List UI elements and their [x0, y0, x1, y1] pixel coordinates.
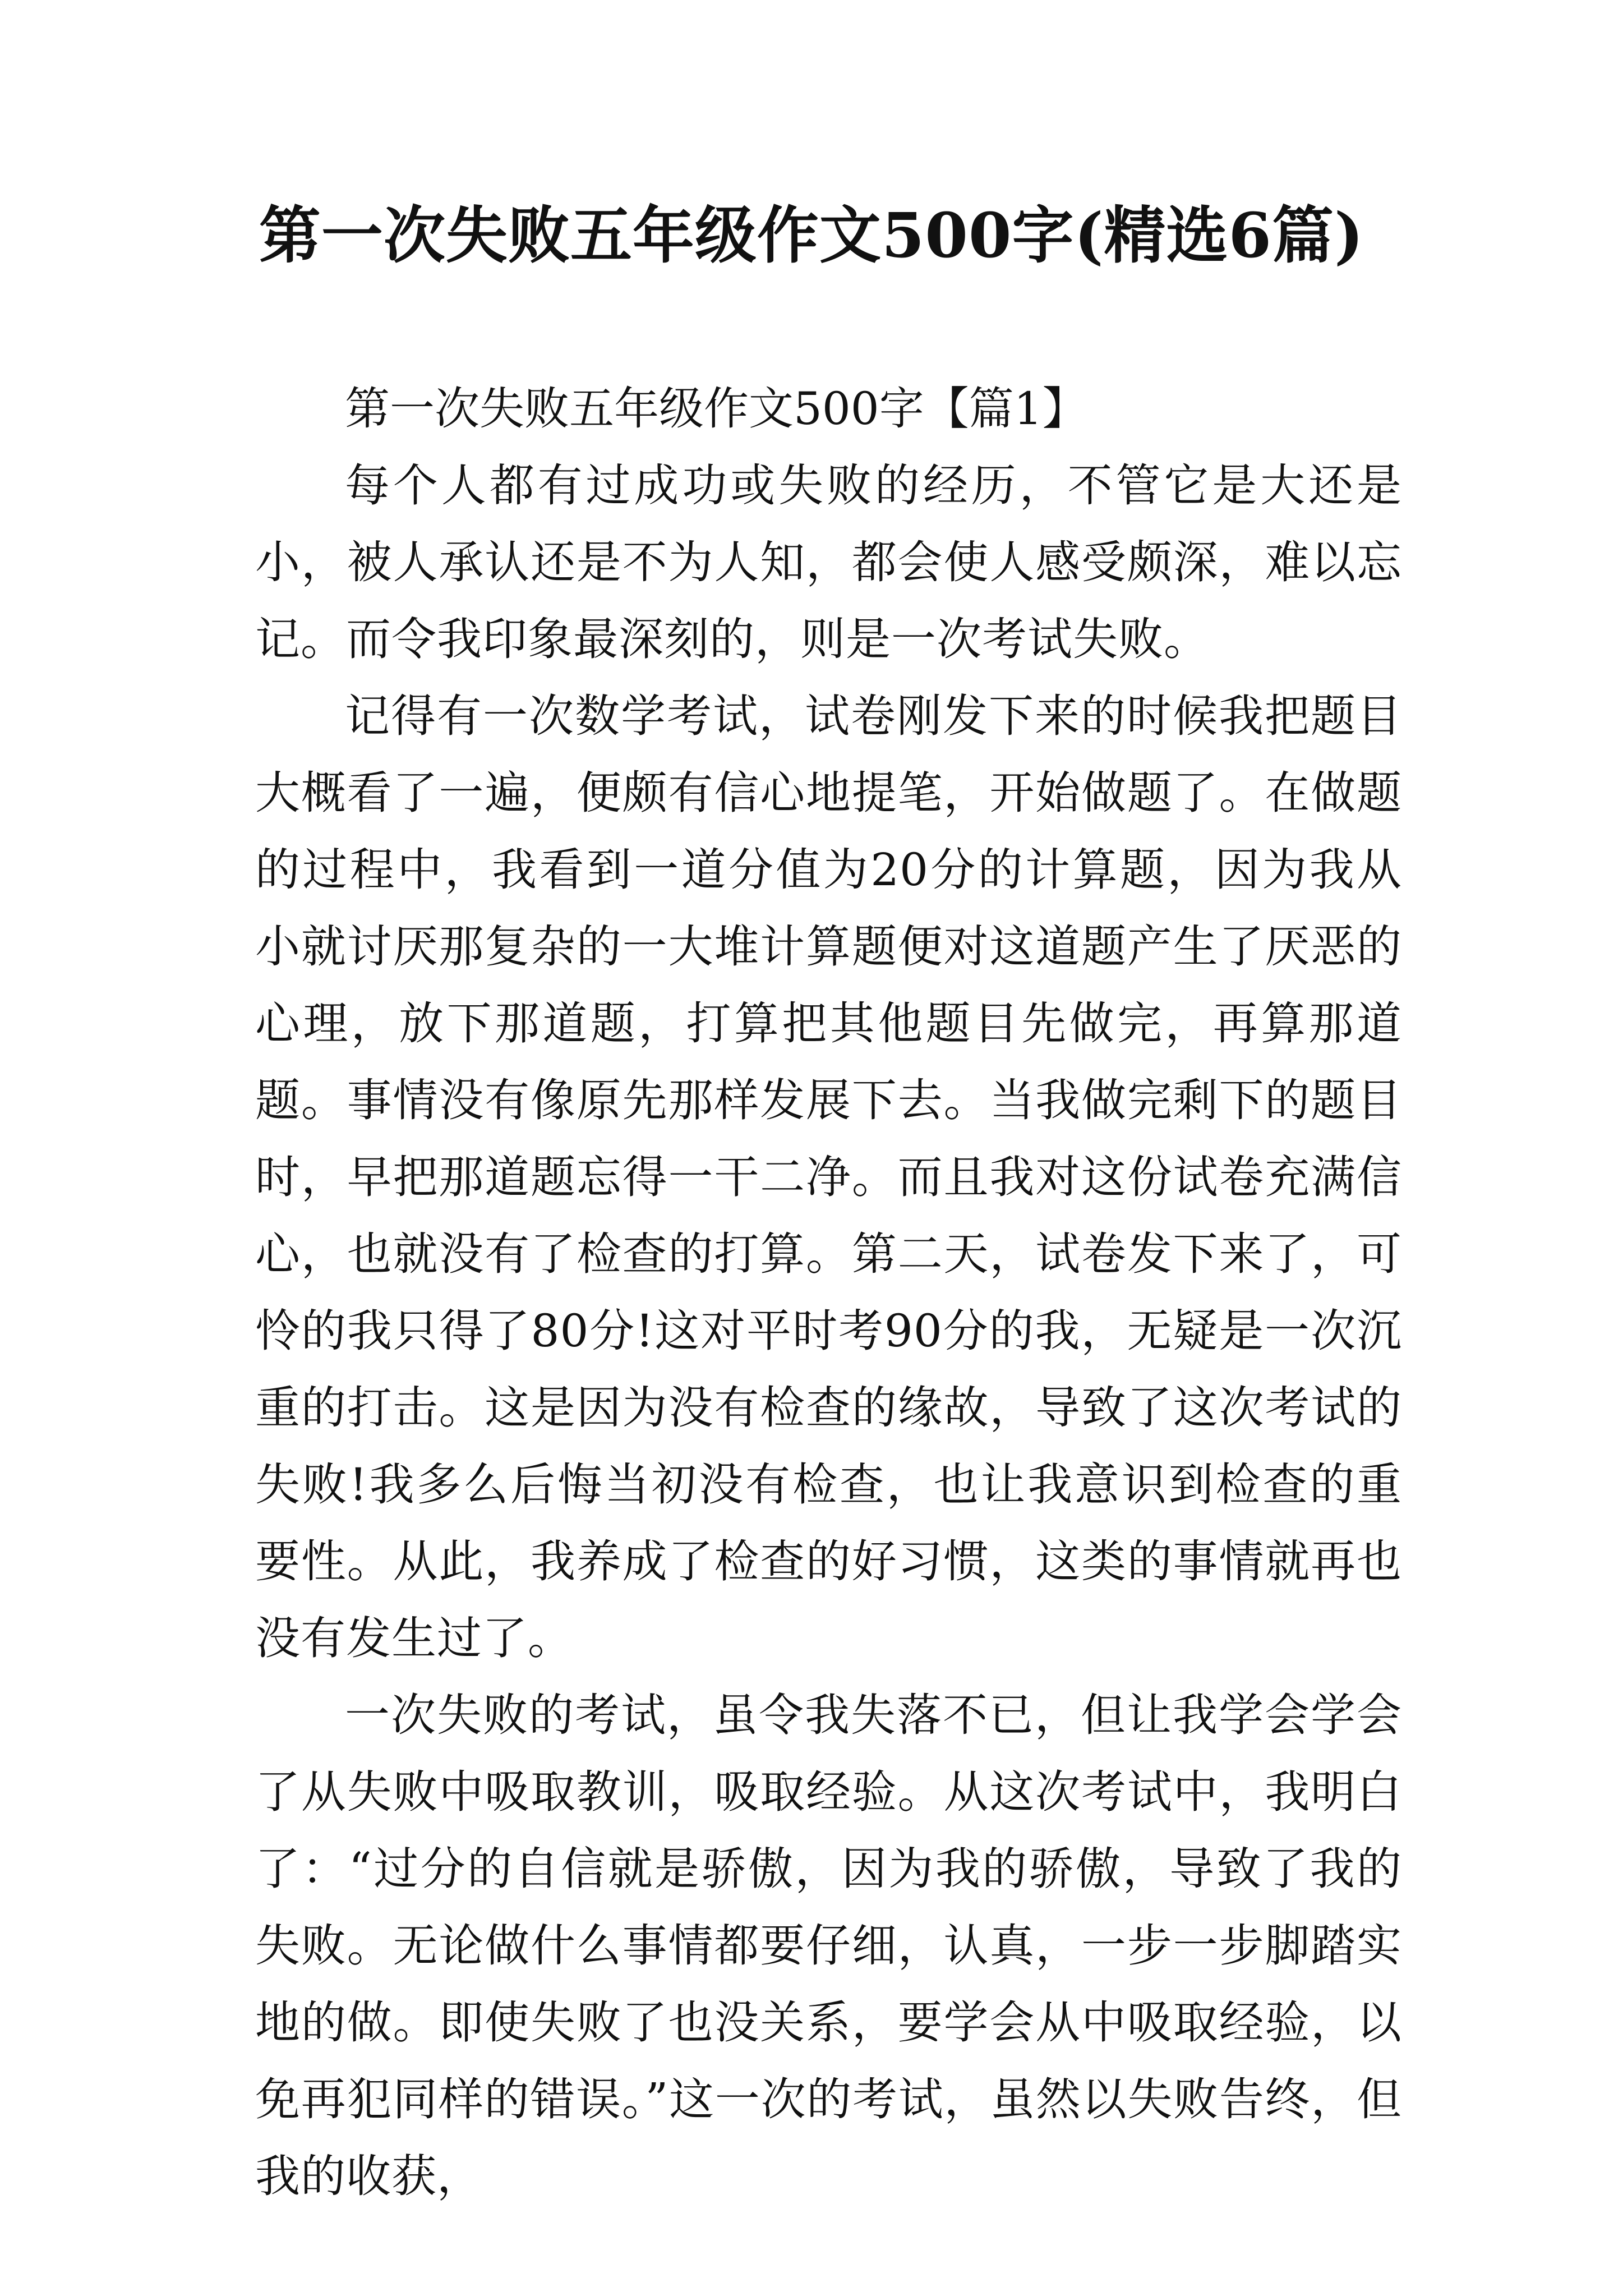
paragraph-3: 一次失败的考试，虽令我失落不已，但让我学会学会了从失败中吸取教训，吸取经验。从这次考试中，我明白了：“过分的自信就是骄傲，因为我的骄傲，导致了我的失败。无论做什么事情都要仔细，认真，一步一步脚踏实地的做。即使失败了也没关系，要学会从中吸取经验，以免再犯同样的错误。”这一次的考试，虽然以失败告终，但我的收获，: [255, 1689, 1402, 2202]
document-body: [255, 370, 1402, 2215]
section-heading: 第一次失败五年级作文500字【篇1】: [345, 383, 1087, 435]
document-title: 第一次失败五年级作文500字(精选6篇): [259, 199, 1364, 272]
paragraph-2: 记得有一次数学考试，试卷刚发下来的时候我把题目大概看了一遍，便颇有信心地提笔，开始做题了。在做题的过程中，我看到一道分值为20分的计算题，因为我从小就讨厌那复杂的一大堆计算题便对这道题产生了厌恶的心理，放下那道题，打算把其他题目先做完，再算那道题。事情没有像原先那样发展下去。当我做完剩下的题目时，早把那道题忘得一干二净。而且我对这份试卷充满信心，也就没有了检查的打算。第二天，试卷发下来了，可怜的我只得了80分!这对平时考90分的我，无疑是一次沉重的打击。这是因为没有检查的缘故，导致了这次考试的失败!我多么后悔当初没有检查，也让我意识到检查的重要性。从此，我养成了检查的好习惯，这类的事情就再也没有发生过了。: [255, 690, 1402, 1664]
paragraph-1: 每个人都有过成功或失败的经历，不管它是大还是小，被人承认还是不为人知，都会使人感受颇深，难以忘记。而令我印象最深刻的，则是一次考试失败。: [255, 459, 1402, 665]
